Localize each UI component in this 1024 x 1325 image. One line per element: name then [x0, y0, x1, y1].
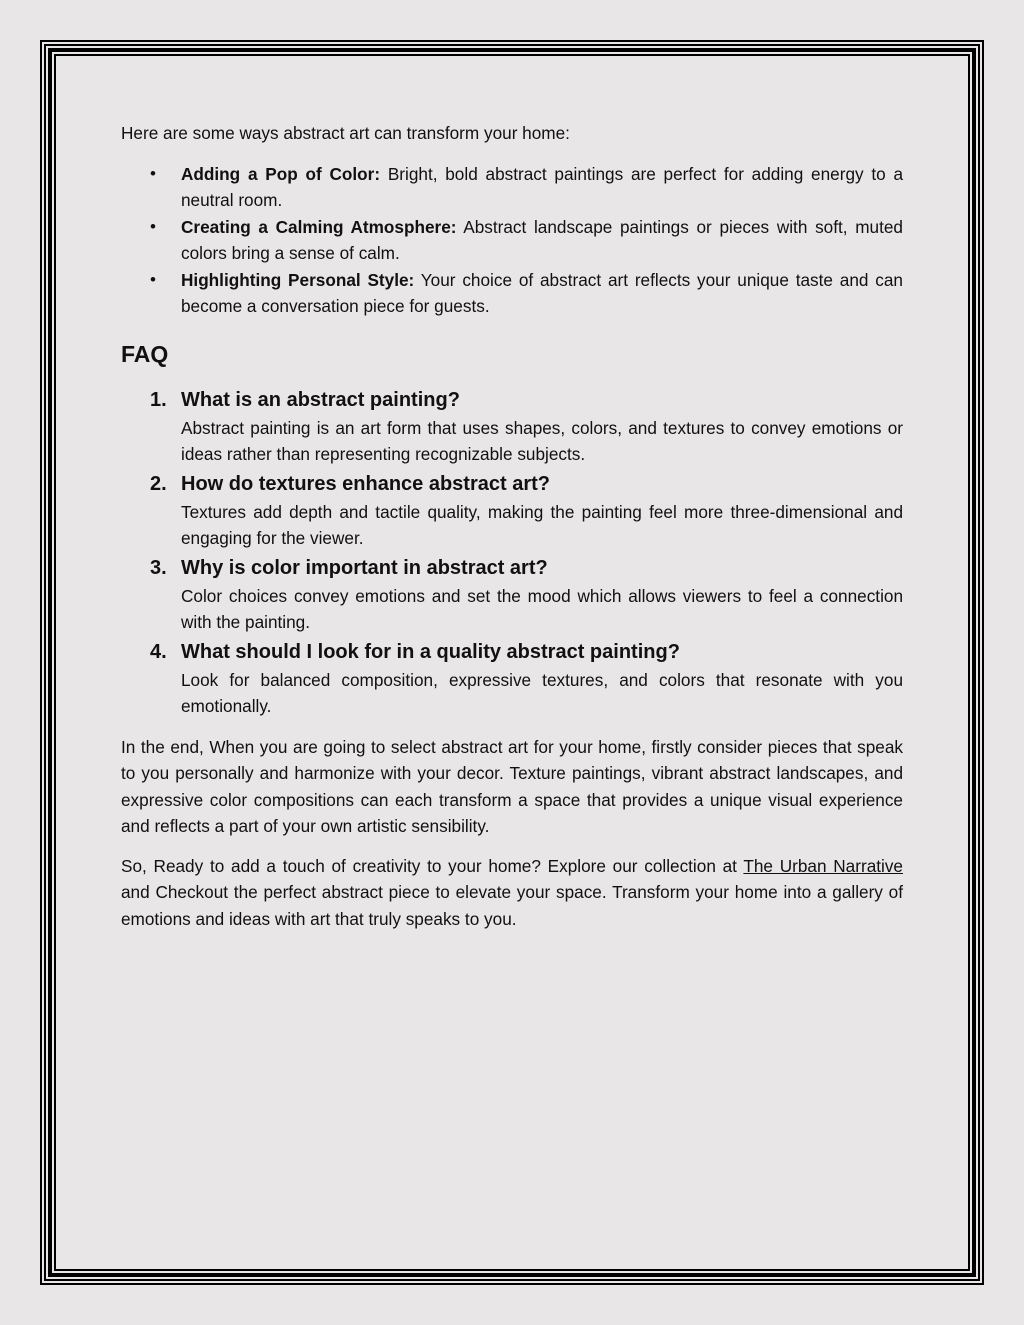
list-item — [150, 161, 904, 214]
faq-question: How do textures enhance abstract art? — [181, 472, 550, 495]
faq-number: 4. — [150, 640, 167, 663]
bullet-icon: • — [150, 216, 156, 236]
faq-answer: Textures add depth and tactile quality, making the painting feel more three-dimensional and engaging for the viewer. — [181, 501, 903, 548]
faq-item — [150, 469, 903, 552]
list-item-text: Bright, bold abstract paintings are perfect for adding energy to a neutral room. — [181, 163, 904, 210]
faq-answer: Look for balanced composition, expressive textures, and colors that resonate with you emotionally. — [181, 669, 903, 716]
urban-narrative-link[interactable]: The Urban Narrative — [743, 855, 903, 876]
list-item-text: Abstract landscape paintings or pieces with soft, muted colors bring a sense of calm. — [181, 216, 903, 263]
faq-answer: Color choices convey emotions and set the mood which allows viewers to feel a connection with the painting. — [181, 585, 903, 632]
faq-list — [121, 385, 903, 720]
cta-text-after: and Checkout the perfect abstract piece to elevate your space. Transform your home into a gallery of emotions and ideas with art that truly speaks to you. — [121, 882, 903, 929]
document-body — [121, 120, 903, 932]
faq-item — [150, 637, 903, 720]
list-item-title: Highlighting Personal Style: — [181, 269, 415, 290]
cta-paragraph — [121, 853, 903, 933]
closing-paragraph: In the end, When you are going to select abstract art for your home, firstly consider pieces that speak to you personally and harmonize with your decor. Texture paintings, vibrant abstract landscapes, and expressive color compositions can each transform a space that provides a unique visual experience and reflects a part of your own artistic sensibility. — [121, 736, 903, 836]
faq-answer: Abstract painting is an art form that uses shapes, colors, and textures to convey emotions or ideas rather than representing recognizable subjects. — [181, 417, 903, 464]
faq-heading: FAQ — [121, 340, 169, 367]
intro-paragraph: Here are some ways abstract art can transform your home: — [121, 123, 570, 143]
list-item-title: Creating a Calming Atmosphere: — [181, 216, 457, 237]
list-item — [150, 214, 903, 267]
faq-question: Why is color important in abstract art? — [181, 556, 548, 579]
list-item-text: Your choice of abstract art reflects your unique taste and can become a conversation piece for guests. — [181, 269, 903, 316]
list-item — [150, 267, 903, 320]
bullet-icon: • — [150, 269, 156, 289]
cta-text-before: So, Ready to add a touch of creativity to your home? Explore our collection at — [121, 855, 744, 876]
faq-question: What is an abstract painting? — [181, 388, 460, 411]
faq-item — [150, 385, 903, 468]
faq-number: 1. — [150, 388, 167, 411]
faq-number: 3. — [150, 556, 167, 579]
list-item-title: Adding a Pop of Color: — [181, 163, 381, 184]
bullet-icon: • — [150, 163, 156, 183]
faq-question: What should I look for in a quality abstract painting? — [181, 640, 680, 663]
faq-number: 2. — [150, 472, 167, 495]
transform-ways-list — [121, 161, 903, 320]
faq-item — [150, 553, 903, 636]
